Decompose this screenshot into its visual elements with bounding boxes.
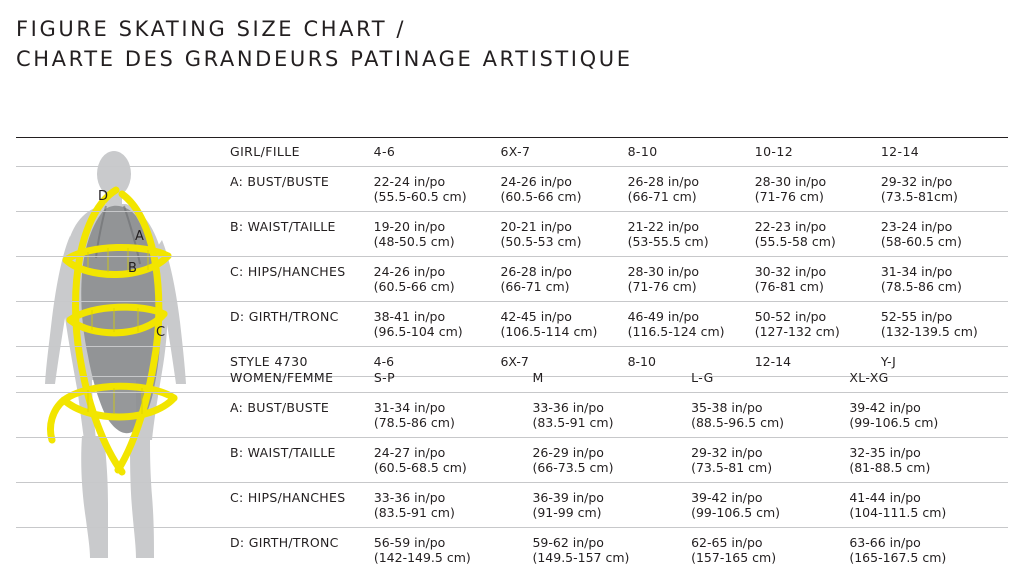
cell-value: 56-59 in/po (142-149.5 cm) [374, 528, 533, 572]
row-label-hips-women: C: HIPS/HANCHES [16, 483, 374, 528]
style-size-2: 6X-7 [500, 347, 627, 377]
row-label-bust-women: A: BUST/BUSTE [16, 393, 374, 438]
style-size-3: 8-10 [628, 347, 755, 377]
cell-value: 28-30 in/po (71-76 cm) [755, 167, 881, 212]
size-chart-table [16, 137, 1008, 377]
girls-size-12-14: 12-14 [881, 137, 1008, 167]
figure-label-c: C [156, 325, 165, 340]
cell-value: 46-49 in/po (116.5-124 cm) [628, 302, 755, 347]
table-row [16, 483, 1008, 528]
row-label-waist-girls: B: WAIST/TAILLE [16, 212, 374, 257]
table-row [16, 528, 1008, 572]
cell-value: 38-41 in/po (96.5-104 cm) [374, 302, 501, 347]
women-size-l-g: L-G [691, 363, 849, 393]
cell-value: 52-55 in/po (132-139.5 cm) [881, 302, 1008, 347]
cell-value: 24-27 in/po (60.5-68.5 cm) [374, 438, 533, 483]
cell-value: 50-52 in/po (127-132 cm) [755, 302, 881, 347]
cell-value: 22-24 in/po (55.5-60.5 cm) [374, 167, 501, 212]
cell-value: 31-34 in/po (78.5-86 cm) [881, 257, 1008, 302]
table-row [16, 438, 1008, 483]
page-title [16, 14, 776, 74]
cell-value: 26-28 in/po (66-71 cm) [500, 257, 627, 302]
women-header-row [16, 363, 1008, 393]
cell-value: 36-39 in/po (91-99 cm) [532, 483, 691, 528]
cell-value: 42-45 in/po (106.5-114 cm) [500, 302, 627, 347]
cell-value: 39-42 in/po (99-106.5 cm) [849, 393, 1008, 438]
figure-label-b: B [128, 261, 137, 276]
row-label-girth-girls: D: GIRTH/TRONC [16, 302, 374, 347]
style-size-5: Y-J [881, 347, 1008, 377]
cell-value: 30-32 in/po (76-81 cm) [755, 257, 881, 302]
girls-header-label: GIRL/FILLE [16, 137, 374, 167]
cell-value: 62-65 in/po (157-165 cm) [691, 528, 849, 572]
cell-value: 24-26 in/po (60.5-66 cm) [374, 257, 501, 302]
figure-label-a: A [135, 229, 144, 244]
cell-value: 23-24 in/po (58-60.5 cm) [881, 212, 1008, 257]
row-label-waist-women: B: WAIST/TAILLE [16, 438, 374, 483]
women-size-chart-table [16, 363, 1008, 572]
style-size-1: 4-6 [374, 347, 501, 377]
cell-value: 26-28 in/po (66-71 cm) [628, 167, 755, 212]
girls-size-6x-7: 6X-7 [500, 137, 627, 167]
cell-value: 32-35 in/po (81-88.5 cm) [849, 438, 1008, 483]
women-size-xl-xg: XL-XG [849, 363, 1008, 393]
women-header-label: WOMEN/FEMME [16, 363, 374, 393]
page-title-line-2: CHARTE DES GRANDEURS PATINAGE ARTISTIQUE [16, 44, 776, 74]
row-label-bust-girls: A: BUST/BUSTE [16, 167, 374, 212]
cell-value: 33-36 in/po (83.5-91 cm) [532, 393, 691, 438]
girls-size-8-10: 8-10 [628, 137, 755, 167]
cell-value: 26-29 in/po (66-73.5 cm) [532, 438, 691, 483]
girls-size-10-12: 10-12 [755, 137, 881, 167]
table-row [16, 393, 1008, 438]
girls-header-row [16, 137, 1008, 167]
figure-label-d: D [98, 189, 108, 204]
cell-value: 29-32 in/po (73.5-81cm) [881, 167, 1008, 212]
cell-value: 39-42 in/po (99-106.5 cm) [691, 483, 849, 528]
girls-size-4-6: 4-6 [374, 137, 501, 167]
cell-value: 28-30 in/po (71-76 cm) [628, 257, 755, 302]
style-size-4: 12-14 [755, 347, 881, 377]
cell-value: 24-26 in/po (60.5-66 cm) [500, 167, 627, 212]
cell-value: 59-62 in/po (149.5-157 cm) [532, 528, 691, 572]
row-label-girth-women: D: GIRTH/TRONC [16, 528, 374, 572]
cell-value: 63-66 in/po (165-167.5 cm) [849, 528, 1008, 572]
table-row [16, 167, 1008, 212]
cell-value: 21-22 in/po (53-55.5 cm) [628, 212, 755, 257]
cell-value: 22-23 in/po (55.5-58 cm) [755, 212, 881, 257]
row-label-hips-girls: C: HIPS/HANCHES [16, 257, 374, 302]
cell-value: 35-38 in/po (88.5-96.5 cm) [691, 393, 849, 438]
cell-value: 20-21 in/po (50.5-53 cm) [500, 212, 627, 257]
page-title-line-1: FIGURE SKATING SIZE CHART / [16, 14, 776, 44]
table-row [16, 257, 1008, 302]
cell-value: 19-20 in/po (48-50.5 cm) [374, 212, 501, 257]
women-size-s-p: S-P [374, 363, 533, 393]
table-row [16, 302, 1008, 347]
women-size-m: M [532, 363, 691, 393]
style-label: STYLE 4730 [16, 347, 374, 377]
cell-value: 41-44 in/po (104-111.5 cm) [849, 483, 1008, 528]
table-row [16, 212, 1008, 257]
cell-value: 33-36 in/po (83.5-91 cm) [374, 483, 533, 528]
cell-value: 31-34 in/po (78.5-86 cm) [374, 393, 533, 438]
cell-value: 29-32 in/po (73.5-81 cm) [691, 438, 849, 483]
